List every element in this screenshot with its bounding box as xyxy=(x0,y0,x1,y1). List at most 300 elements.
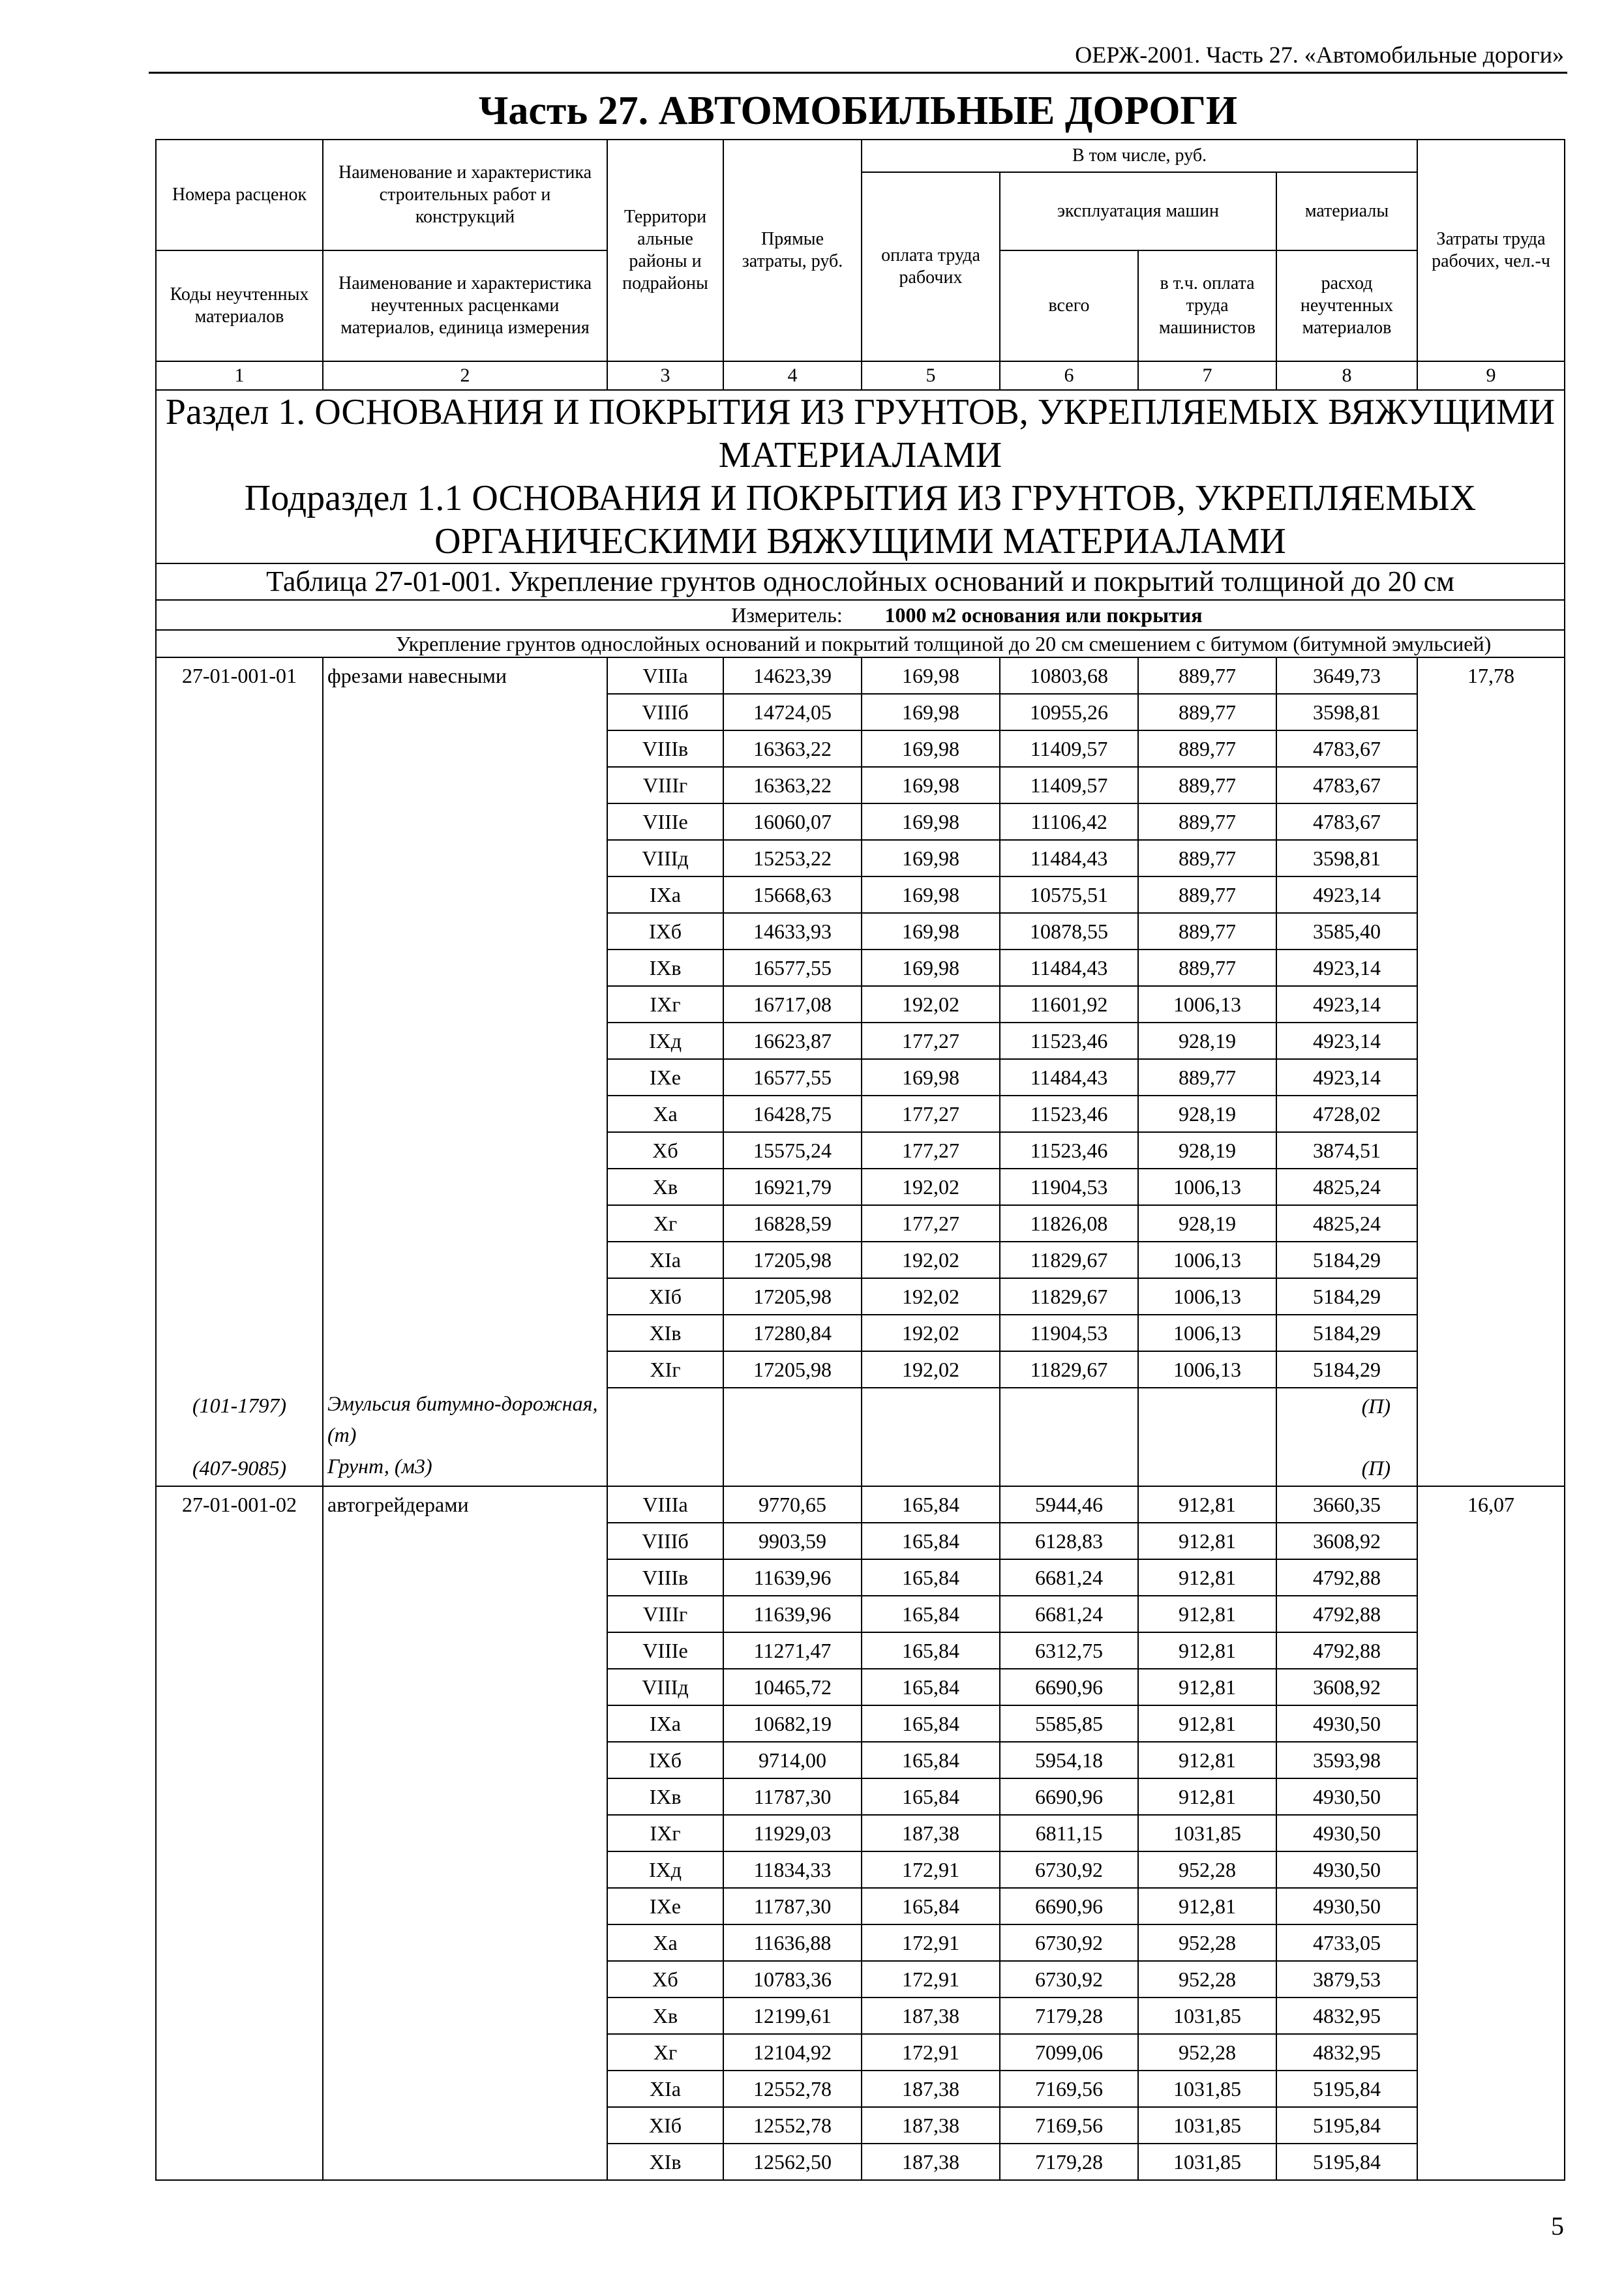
territory-cell: VIIIб xyxy=(607,694,723,730)
table-row xyxy=(156,1486,1565,1523)
territory-cell: IXг xyxy=(607,1815,723,1851)
labor-pay-cell: 169,98 xyxy=(862,950,1000,986)
territory-cell: VIIIг xyxy=(607,1596,723,1632)
direct-cost-cell: 16623,87 xyxy=(723,1023,862,1059)
machines-total-cell: 7179,28 xyxy=(1000,1997,1138,2034)
direct-cost-cell: 10682,19 xyxy=(723,1705,862,1742)
header-col3: Территори альные районы и подрайоны xyxy=(607,140,723,361)
materials-cell: 5184,29 xyxy=(1276,1242,1417,1278)
table-row xyxy=(156,1705,1565,1742)
header-materials: материалы xyxy=(1276,172,1417,250)
materials-cell: 4792,88 xyxy=(1276,1632,1417,1669)
territory-cell: XIа xyxy=(607,1242,723,1278)
table-row xyxy=(156,1742,1565,1778)
territory-cell: Xг xyxy=(607,2034,723,2071)
resource-code: (101-1797) xyxy=(156,1388,323,1450)
labor-pay-cell: 165,84 xyxy=(862,1742,1000,1778)
labor-pay-cell: 169,98 xyxy=(862,876,1000,913)
machinist-pay-cell: 928,19 xyxy=(1138,1096,1276,1132)
machines-total-cell: 6681,24 xyxy=(1000,1596,1138,1632)
resource-unit: (П) xyxy=(1276,1388,1417,1450)
header-machines: эксплуатация машин xyxy=(1000,172,1276,250)
materials-cell: 4832,95 xyxy=(1276,1997,1417,2034)
materials-cell: 4930,50 xyxy=(1276,1815,1417,1851)
direct-cost-cell: 16363,22 xyxy=(723,730,862,767)
territory-cell: IXд xyxy=(607,1851,723,1888)
materials-cell: 5184,29 xyxy=(1276,1315,1417,1351)
direct-cost-cell: 16577,55 xyxy=(723,1059,862,1096)
direct-cost-cell: 12104,92 xyxy=(723,2034,862,2071)
materials-cell: 3660,35 xyxy=(1276,1486,1417,1523)
labor-pay-cell: 177,27 xyxy=(862,1023,1000,1059)
labor-pay-cell: 165,84 xyxy=(862,1596,1000,1632)
column-number: 7 xyxy=(1138,361,1276,390)
table-row xyxy=(156,1851,1565,1888)
table-row xyxy=(156,1669,1565,1705)
table-row xyxy=(156,986,1565,1023)
header-col4: Прямые затраты, руб. xyxy=(723,140,862,361)
direct-cost-cell: 12562,50 xyxy=(723,2144,862,2180)
machinist-pay-cell: 952,28 xyxy=(1138,1961,1276,1997)
materials-cell: 4923,14 xyxy=(1276,1059,1417,1096)
table-row xyxy=(156,2071,1565,2107)
labor-pay-cell: 169,98 xyxy=(862,767,1000,803)
labor-pay-cell: 187,38 xyxy=(862,1815,1000,1851)
direct-cost-cell: 15253,22 xyxy=(723,840,862,876)
labor-hours: 17,78 xyxy=(1417,657,1565,694)
rate-group xyxy=(156,657,1565,1486)
machinist-pay-cell: 1006,13 xyxy=(1138,1315,1276,1351)
table-row xyxy=(156,950,1565,986)
labor-pay-cell: 172,91 xyxy=(862,2034,1000,2071)
machines-total-cell: 10575,51 xyxy=(1000,876,1138,913)
column-number: 5 xyxy=(862,361,1000,390)
territory-cell: Xа xyxy=(607,1924,723,1961)
territory-cell: IXв xyxy=(607,1778,723,1815)
header-col5: оплата труда рабочих xyxy=(862,172,1000,361)
table-row xyxy=(156,803,1565,840)
machinist-pay-cell: 889,77 xyxy=(1138,876,1276,913)
resource-name: Эмульсия битумно-дорожная, (т) xyxy=(323,1388,607,1450)
materials-cell: 4783,67 xyxy=(1276,730,1417,767)
machines-total-cell: 7169,56 xyxy=(1000,2071,1138,2107)
machinist-pay-cell: 889,77 xyxy=(1138,1059,1276,1096)
territory-cell: VIIIа xyxy=(607,657,723,694)
machines-total-cell: 11523,46 xyxy=(1000,1023,1138,1059)
territory-cell: VIIIв xyxy=(607,730,723,767)
labor-pay-cell: 172,91 xyxy=(862,1851,1000,1888)
direct-cost-cell: 11636,88 xyxy=(723,1924,862,1961)
territory-cell: VIIIд xyxy=(607,1669,723,1705)
direct-cost-cell: 11787,30 xyxy=(723,1888,862,1924)
table-row xyxy=(156,876,1565,913)
territory-cell: IXг xyxy=(607,986,723,1023)
materials-cell: 4923,14 xyxy=(1276,876,1417,913)
column-number: 8 xyxy=(1276,361,1417,390)
table-row xyxy=(156,1888,1565,1924)
column-number: 2 xyxy=(323,361,607,390)
labor-pay-cell: 169,98 xyxy=(862,730,1000,767)
labor-pay-cell: 172,91 xyxy=(862,1961,1000,1997)
materials-cell: 4783,67 xyxy=(1276,803,1417,840)
work-title: Укрепление грунтов однослойных оснований и покрытий толщиной до 20 см смешением с битумом (битумной эмульсией) xyxy=(323,630,1565,657)
table-row xyxy=(156,1815,1565,1851)
machinist-pay-cell: 912,81 xyxy=(1138,1523,1276,1559)
machinist-pay-cell: 1006,13 xyxy=(1138,1169,1276,1205)
machinist-pay-cell: 1006,13 xyxy=(1138,1351,1276,1388)
table-row xyxy=(156,1242,1565,1278)
machines-total-cell: 11904,53 xyxy=(1000,1315,1138,1351)
materials-cell: 4783,67 xyxy=(1276,767,1417,803)
direct-cost-cell: 15575,24 xyxy=(723,1132,862,1169)
machines-total-cell: 11484,43 xyxy=(1000,950,1138,986)
territory-cell: Xа xyxy=(607,1096,723,1132)
table-row xyxy=(156,1132,1565,1169)
section-heading: Раздел 1. ОСНОВАНИЯ И ПОКРЫТИЯ ИЗ ГРУНТОВ, УКРЕПЛЯЕМЫХ ВЯЖУЩИМИ МАТЕРИАЛАМИ xyxy=(165,392,1556,475)
table-row xyxy=(156,1596,1565,1632)
materials-cell: 4792,88 xyxy=(1276,1596,1417,1632)
machinist-pay-cell: 889,77 xyxy=(1138,694,1276,730)
labor-pay-cell: 165,84 xyxy=(862,1559,1000,1596)
labor-pay-cell: 187,38 xyxy=(862,2107,1000,2144)
header-col9: Затраты труда рабочих, чел.-ч xyxy=(1417,140,1565,361)
direct-cost-cell: 12552,78 xyxy=(723,2107,862,2144)
rate-name: автогрейдерами xyxy=(323,1486,607,1523)
materials-cell: 4825,24 xyxy=(1276,1169,1417,1205)
labor-pay-cell: 192,02 xyxy=(862,986,1000,1023)
machinist-pay-cell: 889,77 xyxy=(1138,950,1276,986)
resource-unit: (П) xyxy=(1276,1450,1417,1486)
machinist-pay-cell: 889,77 xyxy=(1138,840,1276,876)
machines-total-cell: 5585,85 xyxy=(1000,1705,1138,1742)
labor-pay-cell: 165,84 xyxy=(862,1669,1000,1705)
table-title xyxy=(156,563,1565,600)
territory-cell: IXб xyxy=(607,1742,723,1778)
table-row xyxy=(156,840,1565,876)
materials-cell: 4930,50 xyxy=(1276,1851,1417,1888)
machinist-pay-cell: 1031,85 xyxy=(1138,2107,1276,2144)
direct-cost-cell: 17205,98 xyxy=(723,1351,862,1388)
machines-total-cell: 6128,83 xyxy=(1000,1523,1138,1559)
machinist-pay-cell: 912,81 xyxy=(1138,1596,1276,1632)
materials-cell: 4832,95 xyxy=(1276,2034,1417,2071)
direct-cost-cell: 16577,55 xyxy=(723,950,862,986)
territory-cell: XIв xyxy=(607,1315,723,1351)
table-heading: Таблица 27-01-001. Укрепление грунтов однослойных оснований и покрытий толщиной до 20 см xyxy=(266,565,1454,597)
machines-total-cell: 11826,08 xyxy=(1000,1205,1138,1242)
labor-pay-cell: 169,98 xyxy=(862,840,1000,876)
direct-cost-cell: 10465,72 xyxy=(723,1669,862,1705)
labor-pay-cell: 192,02 xyxy=(862,1169,1000,1205)
territory-cell: XIб xyxy=(607,1278,723,1315)
machinist-pay-cell: 912,81 xyxy=(1138,1778,1276,1815)
machinist-pay-cell: 1031,85 xyxy=(1138,1997,1276,2034)
materials-cell: 5184,29 xyxy=(1276,1278,1417,1315)
direct-cost-cell: 11271,47 xyxy=(723,1632,862,1669)
machinist-pay-cell: 912,81 xyxy=(1138,1888,1276,1924)
machinist-pay-cell: 889,77 xyxy=(1138,657,1276,694)
direct-cost-cell: 11787,30 xyxy=(723,1778,862,1815)
table-row xyxy=(156,1924,1565,1961)
column-number: 6 xyxy=(1000,361,1138,390)
labor-pay-cell: 165,84 xyxy=(862,1888,1000,1924)
table-row xyxy=(156,2107,1565,2144)
territory-cell: VIIIе xyxy=(607,803,723,840)
machines-total-cell: 6690,96 xyxy=(1000,1888,1138,1924)
table-row xyxy=(156,2034,1565,2071)
territory-cell: IXа xyxy=(607,1705,723,1742)
header-col8: расход неучтенных материалов xyxy=(1276,250,1417,361)
materials-cell: 3593,98 xyxy=(1276,1742,1417,1778)
header-col6: всего xyxy=(1000,250,1138,361)
machinist-pay-cell: 912,81 xyxy=(1138,1486,1276,1523)
territory-cell: VIIIд xyxy=(607,840,723,876)
table-row xyxy=(156,2144,1565,2180)
measure-row xyxy=(156,600,1565,630)
machines-total-cell: 6811,15 xyxy=(1000,1815,1138,1851)
labor-pay-cell: 192,02 xyxy=(862,1315,1000,1351)
direct-cost-cell: 14724,05 xyxy=(723,694,862,730)
territory-cell: VIIIа xyxy=(607,1486,723,1523)
column-number: 1 xyxy=(156,361,323,390)
labor-pay-cell: 177,27 xyxy=(862,1096,1000,1132)
table-row xyxy=(156,913,1565,950)
direct-cost-cell: 9903,59 xyxy=(723,1523,862,1559)
direct-cost-cell: 14623,39 xyxy=(723,657,862,694)
labor-hours: 16,07 xyxy=(1417,1486,1565,1523)
machinist-pay-cell: 912,81 xyxy=(1138,1705,1276,1742)
machinist-pay-cell: 912,81 xyxy=(1138,1632,1276,1669)
materials-cell: 3649,73 xyxy=(1276,657,1417,694)
machines-total-cell: 6730,92 xyxy=(1000,1961,1138,1997)
machines-total-cell: 7099,06 xyxy=(1000,2034,1138,2071)
resource-code: (407-9085) xyxy=(156,1450,323,1486)
materials-cell: 4923,14 xyxy=(1276,1023,1417,1059)
machinist-pay-cell: 1031,85 xyxy=(1138,2144,1276,2180)
table-row xyxy=(156,767,1565,803)
labor-pay-cell: 187,38 xyxy=(862,2144,1000,2180)
territory-cell: VIIIг xyxy=(607,767,723,803)
territory-cell: Xг xyxy=(607,1205,723,1242)
running-header: ОЕРЖ-2001. Часть 27. «Автомобильные дороги» xyxy=(1075,42,1564,68)
machines-total-cell: 11523,46 xyxy=(1000,1096,1138,1132)
machines-total-cell: 11409,57 xyxy=(1000,767,1138,803)
machinist-pay-cell: 928,19 xyxy=(1138,1132,1276,1169)
column-number: 3 xyxy=(607,361,723,390)
direct-cost-cell: 14633,93 xyxy=(723,913,862,950)
labor-pay-cell: 169,98 xyxy=(862,803,1000,840)
direct-cost-cell: 16921,79 xyxy=(723,1169,862,1205)
machines-total-cell: 11523,46 xyxy=(1000,1132,1138,1169)
machines-total-cell: 5944,46 xyxy=(1000,1486,1138,1523)
machines-total-cell: 11484,43 xyxy=(1000,840,1138,876)
machines-total-cell: 11829,67 xyxy=(1000,1351,1138,1388)
materials-cell: 4930,50 xyxy=(1276,1705,1417,1742)
machinist-pay-cell: 928,19 xyxy=(1138,1205,1276,1242)
direct-cost-cell: 16717,08 xyxy=(723,986,862,1023)
column-numbers-row xyxy=(156,361,1565,390)
labor-pay-cell: 187,38 xyxy=(862,1997,1000,2034)
subsection-heading: Подраздел 1.1 ОСНОВАНИЯ И ПОКРЫТИЯ ИЗ ГРУНТОВ, УКРЕПЛЯЕМЫХ ОРГАНИЧЕСКИМИ ВЯЖУЩИМИ МАТЕРИАЛАМИ xyxy=(244,478,1477,561)
measure-value: 1000 м2 основания или покрытия xyxy=(884,603,1203,627)
direct-cost-cell: 15668,63 xyxy=(723,876,862,913)
header-col1-bottom: Коды неучтенных материалов xyxy=(156,250,323,361)
machines-total-cell: 6730,92 xyxy=(1000,1924,1138,1961)
labor-pay-cell: 165,84 xyxy=(862,1632,1000,1669)
territory-cell: XIб xyxy=(607,2107,723,2144)
territory-cell: VIIIв xyxy=(607,1559,723,1596)
territory-cell: VIIIб xyxy=(607,1523,723,1559)
machinist-pay-cell: 912,81 xyxy=(1138,1559,1276,1596)
resource-row xyxy=(156,1450,1565,1486)
table-row xyxy=(156,1997,1565,2034)
machines-total-cell: 5954,18 xyxy=(1000,1742,1138,1778)
table-row xyxy=(156,1559,1565,1596)
territory-cell: IXб xyxy=(607,913,723,950)
rate-name: фрезами навесными xyxy=(323,657,607,694)
direct-cost-cell: 16363,22 xyxy=(723,767,862,803)
labor-pay-cell: 169,98 xyxy=(862,1059,1000,1096)
machinist-pay-cell: 952,28 xyxy=(1138,1924,1276,1961)
materials-cell: 3874,51 xyxy=(1276,1132,1417,1169)
table-row xyxy=(156,1169,1565,1205)
machines-total-cell: 10803,68 xyxy=(1000,657,1138,694)
table-row xyxy=(156,1961,1565,1997)
materials-cell: 4930,50 xyxy=(1276,1778,1417,1815)
materials-cell: 5195,84 xyxy=(1276,2071,1417,2107)
machines-total-cell: 11409,57 xyxy=(1000,730,1138,767)
direct-cost-cell: 12199,61 xyxy=(723,1997,862,2034)
machinist-pay-cell: 952,28 xyxy=(1138,1851,1276,1888)
page-number: 5 xyxy=(1551,2211,1564,2241)
materials-cell: 3585,40 xyxy=(1276,913,1417,950)
machinist-pay-cell: 1006,13 xyxy=(1138,1242,1276,1278)
machines-total-cell: 6690,96 xyxy=(1000,1669,1138,1705)
header-col2-top: Наименование и характеристика строительных работ и конструкций xyxy=(323,140,607,250)
labor-pay-cell: 192,02 xyxy=(862,1242,1000,1278)
direct-cost-cell: 11639,96 xyxy=(723,1559,862,1596)
territory-cell: Xб xyxy=(607,1132,723,1169)
part-title: Часть 27. АВТОМОБИЛЬНЫЕ ДОРОГИ xyxy=(478,89,1238,133)
column-number: 4 xyxy=(723,361,862,390)
table-row xyxy=(156,1023,1565,1059)
header-col7: в т.ч. оплата труда машинистов xyxy=(1138,250,1276,361)
labor-pay-cell: 165,84 xyxy=(862,1778,1000,1815)
materials-cell: 3608,92 xyxy=(1276,1669,1417,1705)
materials-cell: 4930,50 xyxy=(1276,1888,1417,1924)
table-row xyxy=(156,730,1565,767)
table-row xyxy=(156,1778,1565,1815)
labor-pay-cell: 187,38 xyxy=(862,2071,1000,2107)
labor-pay-cell: 165,84 xyxy=(862,1486,1000,1523)
machines-total-cell: 10955,26 xyxy=(1000,694,1138,730)
table-row xyxy=(156,657,1565,694)
labor-pay-cell: 177,27 xyxy=(862,1132,1000,1169)
materials-cell: 3598,81 xyxy=(1276,694,1417,730)
table-row xyxy=(156,1059,1565,1096)
machines-total-cell: 11829,67 xyxy=(1000,1242,1138,1278)
direct-cost-cell: 16060,07 xyxy=(723,803,862,840)
materials-cell: 3608,92 xyxy=(1276,1523,1417,1559)
machines-total-cell: 6312,75 xyxy=(1000,1632,1138,1669)
territory-cell: VIIIе xyxy=(607,1632,723,1669)
direct-cost-cell: 17205,98 xyxy=(723,1278,862,1315)
section-title xyxy=(156,390,1565,563)
norms-table xyxy=(155,139,1565,2181)
territory-cell: IXд xyxy=(607,1023,723,1059)
machines-total-cell: 6730,92 xyxy=(1000,1851,1138,1888)
labor-pay-cell: 169,98 xyxy=(862,694,1000,730)
territory-cell: Xв xyxy=(607,1997,723,2034)
table-row xyxy=(156,1315,1565,1351)
machines-total-cell: 10878,55 xyxy=(1000,913,1138,950)
machines-total-cell: 11829,67 xyxy=(1000,1278,1138,1315)
materials-cell: 4825,24 xyxy=(1276,1205,1417,1242)
machines-total-cell: 6690,96 xyxy=(1000,1778,1138,1815)
materials-cell: 5195,84 xyxy=(1276,2107,1417,2144)
rate-code: 27-01-001-01 xyxy=(156,657,323,694)
territory-cell: IXе xyxy=(607,1059,723,1096)
table-header xyxy=(156,140,1565,657)
machinist-pay-cell: 889,77 xyxy=(1138,730,1276,767)
direct-cost-cell: 11834,33 xyxy=(723,1851,862,1888)
materials-cell: 5184,29 xyxy=(1276,1351,1417,1388)
machinist-pay-cell: 1006,13 xyxy=(1138,1278,1276,1315)
territory-cell: XIа xyxy=(607,2071,723,2107)
machines-total-cell: 7169,56 xyxy=(1000,2107,1138,2144)
machinist-pay-cell: 889,77 xyxy=(1138,803,1276,840)
territory-cell: Xв xyxy=(607,1169,723,1205)
machinist-pay-cell: 952,28 xyxy=(1138,2034,1276,2071)
machines-total-cell: 11904,53 xyxy=(1000,1169,1138,1205)
machinist-pay-cell: 1006,13 xyxy=(1138,986,1276,1023)
territory-cell: XIг xyxy=(607,1351,723,1388)
direct-cost-cell: 9770,65 xyxy=(723,1486,862,1523)
labor-pay-cell: 165,84 xyxy=(862,1523,1000,1559)
machinist-pay-cell: 1031,85 xyxy=(1138,2071,1276,2107)
direct-cost-cell: 10783,36 xyxy=(723,1961,862,1997)
header-col2-bottom: Наименование и характеристика неучтенных расценками материалов, единица измерения xyxy=(323,250,607,361)
rate-code: 27-01-001-02 xyxy=(156,1486,323,1523)
measure-label: Измеритель: xyxy=(731,603,843,627)
resource-name: Грунт, (м3) xyxy=(323,1450,607,1486)
machinist-pay-cell: 912,81 xyxy=(1138,1669,1276,1705)
machinist-pay-cell: 889,77 xyxy=(1138,913,1276,950)
machinist-pay-cell: 928,19 xyxy=(1138,1023,1276,1059)
machinist-pay-cell: 1031,85 xyxy=(1138,1815,1276,1851)
territory-cell: XIв xyxy=(607,2144,723,2180)
direct-cost-cell: 16828,59 xyxy=(723,1205,862,1242)
labor-pay-cell: 169,98 xyxy=(862,657,1000,694)
materials-cell: 4923,14 xyxy=(1276,986,1417,1023)
machinist-pay-cell: 912,81 xyxy=(1138,1742,1276,1778)
materials-cell: 3879,53 xyxy=(1276,1961,1417,1997)
rate-group xyxy=(156,1486,1565,2180)
resource-row xyxy=(156,1388,1565,1450)
territory-cell: IXв xyxy=(607,950,723,986)
labor-pay-cell: 165,84 xyxy=(862,1705,1000,1742)
table-row xyxy=(156,694,1565,730)
table-row xyxy=(156,1096,1565,1132)
direct-cost-cell: 12552,78 xyxy=(723,2071,862,2107)
machinist-pay-cell: 889,77 xyxy=(1138,767,1276,803)
materials-cell: 4923,14 xyxy=(1276,950,1417,986)
materials-cell: 5195,84 xyxy=(1276,2144,1417,2180)
materials-cell: 3598,81 xyxy=(1276,840,1417,876)
table-row xyxy=(156,1278,1565,1315)
machines-total-cell: 11106,42 xyxy=(1000,803,1138,840)
direct-cost-cell: 9714,00 xyxy=(723,1742,862,1778)
